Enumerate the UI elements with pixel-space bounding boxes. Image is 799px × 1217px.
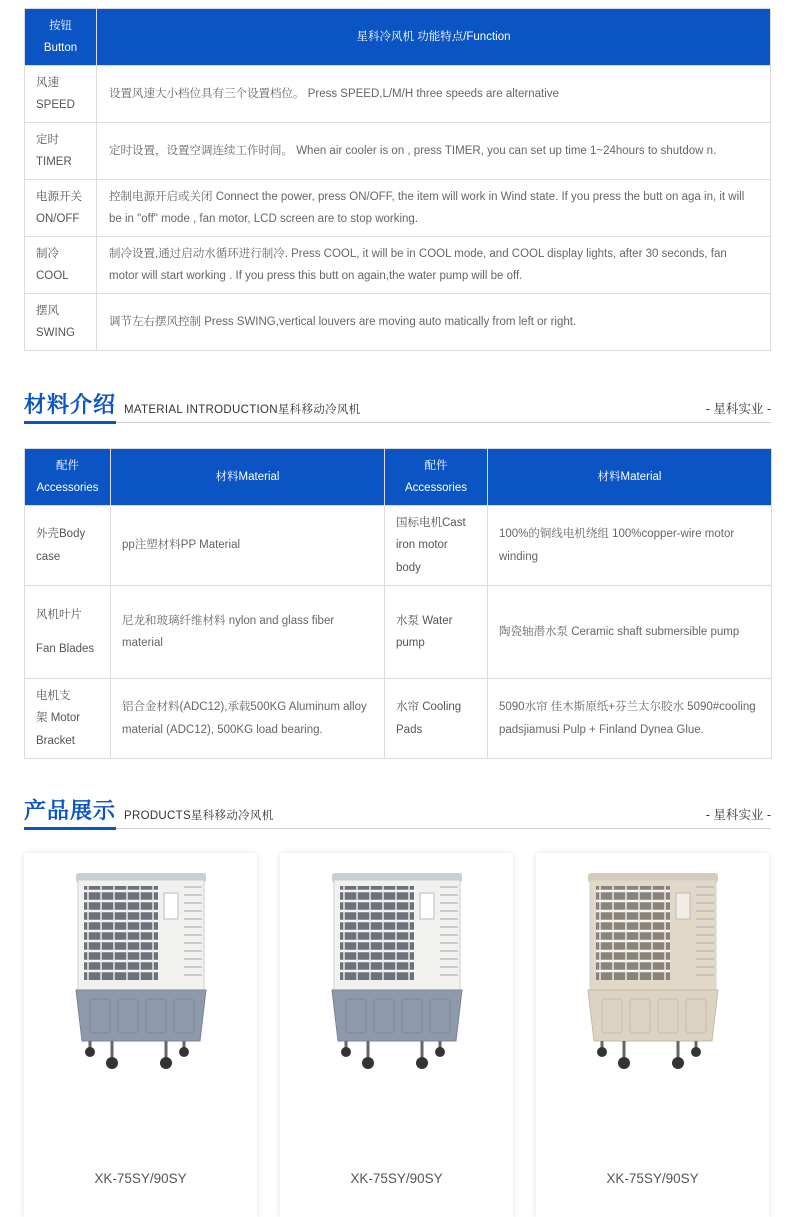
products-section-header (24, 799, 771, 829)
function-name-cell (25, 66, 97, 123)
accessory-line: case (36, 550, 61, 563)
function-name-en: COOL (36, 270, 69, 282)
function-name-en: SWING (36, 327, 75, 339)
material-line: padsjiamusi Pulp + Finland Dynea Glue. (499, 723, 704, 736)
function-table-header (25, 9, 771, 66)
function-name-cell (25, 123, 97, 180)
function-name-en: ON/OFF (36, 213, 80, 225)
product-name[interactable]: XK-75SY/90SY (606, 1171, 699, 1186)
material-cell (488, 679, 772, 759)
material-cell (488, 506, 772, 586)
accessory-line: pump (396, 637, 425, 649)
function-name-cell (25, 180, 97, 237)
header-material-2: 材料Material (488, 449, 772, 506)
accessory-line: body (396, 561, 421, 574)
accessory-cell (385, 586, 488, 679)
accessory-line: iron motor (396, 539, 448, 552)
header-accessories-2 (385, 449, 488, 506)
function-table (24, 8, 771, 351)
function-row-cool (25, 237, 771, 294)
material-section-title: 材料介绍 (24, 391, 116, 424)
material-section-brand: - 星科实业 - (705, 402, 771, 416)
material-line: winding (499, 550, 538, 563)
function-name-zh: 定时 (36, 134, 59, 146)
header-button-zh: 按钮 (49, 20, 72, 32)
function-row-speed (25, 66, 771, 123)
accessory-line: 电机支 (36, 689, 71, 702)
products-section-subtitle: PRODUCTS星科移动冷风机 (124, 810, 274, 822)
accessory-line: 国标电机Cast (396, 516, 466, 529)
product-card[interactable] (536, 853, 769, 1217)
accessory-line: 架 Motor (36, 712, 81, 725)
accessory-line: Bracket (36, 734, 75, 747)
accessory-line: 风机叶片 (36, 608, 82, 621)
accessory-cell (25, 586, 111, 679)
air-cooler-image (24, 853, 257, 1153)
header-function-cell: 星科冷风机 功能特点/Function (97, 9, 771, 66)
material-table-header (25, 449, 772, 506)
accessory-cell (25, 679, 111, 759)
material-row (25, 506, 772, 586)
air-cooler-image (280, 853, 513, 1153)
header-button-en: Button (43, 42, 78, 54)
function-row-timer (25, 123, 771, 180)
material-section-header (24, 393, 771, 423)
function-name-cell (25, 294, 97, 351)
product-card[interactable] (280, 853, 513, 1217)
air-cooler-image (536, 853, 769, 1153)
material-line: 铝合金材料(ADC12),承载500KG Aluminum alloy (122, 701, 367, 713)
material-cell (111, 679, 385, 759)
accessory-line: 水帘 Cooling (396, 701, 462, 713)
material-line: material (122, 637, 163, 649)
header-button-cell (25, 9, 97, 66)
material-cell: 陶瓷轴潜水泵 Ceramic shaft submersible pump (488, 586, 772, 679)
accessory-cell (385, 506, 488, 586)
products-section-brand: - 星科实业 - (705, 808, 771, 822)
material-line: 尼龙和玻璃纤维材料 nylon and glass fiber (122, 614, 335, 627)
material-section-subtitle: MATERIAL INTRODUCTION星科移动冷风机 (124, 404, 361, 416)
function-name-en: SPEED (36, 99, 75, 111)
header-accessories (25, 449, 111, 506)
function-desc: 设置风速大小档位具有三个设置档位。 Press SPEED,L/M/H three speeds are alternative (97, 66, 771, 123)
function-row-swing (25, 294, 771, 351)
accessory-line: Pads (396, 723, 423, 736)
material-row (25, 679, 772, 759)
function-name-zh: 电源开关 (36, 191, 82, 203)
function-name-en: TIMER (36, 156, 72, 168)
accessory-cell (25, 506, 111, 586)
accessory-cell (385, 679, 488, 759)
function-row-onoff (25, 180, 771, 237)
header-accessories-zh: 配件 (424, 460, 448, 472)
products-section-title: 产品展示 (24, 797, 116, 830)
function-name-cell (25, 237, 97, 294)
accessory-line: 外壳Body (36, 528, 86, 540)
material-line: 5090水帘 佳木斯原纸+芬兰太尔胶水 5090#cooling (499, 701, 756, 713)
function-name-zh: 风速 (36, 77, 59, 89)
material-row (25, 586, 772, 679)
header-accessories-en: Accessories (36, 482, 99, 494)
product-name[interactable]: XK-75SY/90SY (350, 1171, 443, 1186)
function-desc: 控制电源开启或关闭 Connect the power, press ON/OFF, the item will work in Wind state. If you press the butt on aga in, it will be in "off" mode , fan motor, LCD screen are to stop working. (97, 180, 771, 237)
material-line: material (ADC12), 500KG load bearing. (122, 723, 323, 736)
header-material: 材料Material (111, 449, 385, 506)
material-line: 100%的铜线电机绕组 100%copper-wire motor (499, 528, 735, 540)
accessory-line: Fan Blades (36, 643, 95, 655)
accessory-line: 水泵 Water (396, 614, 453, 627)
material-table (24, 448, 772, 759)
header-accessories-en: Accessories (405, 482, 467, 494)
material-cell: pp注塑材料PP Material (111, 506, 385, 586)
function-desc: 调节左右摆风控制 Press SWING,vertical louvers are moving auto matically from left or right. (97, 294, 771, 351)
product-card[interactable] (24, 853, 257, 1217)
function-name-zh: 摆风 (36, 305, 59, 317)
function-name-zh: 制冷 (36, 248, 59, 260)
product-name[interactable]: XK-75SY/90SY (94, 1171, 187, 1186)
function-desc: 制冷设置,通过启动水循环进行制冷. Press COOL, it will be in COOL mode, and COOL display lights, after 30 seconds, fan motor will start working . If you press this butt on again,the water pump will be off. (97, 237, 771, 294)
material-cell (111, 586, 385, 679)
function-desc: 定时设置，设置空调连续工作时间。 When air cooler is on , press TIMER, you can set up time 1~24hours to shutdow n. (97, 123, 771, 180)
header-accessories-zh: 配件 (56, 460, 79, 472)
